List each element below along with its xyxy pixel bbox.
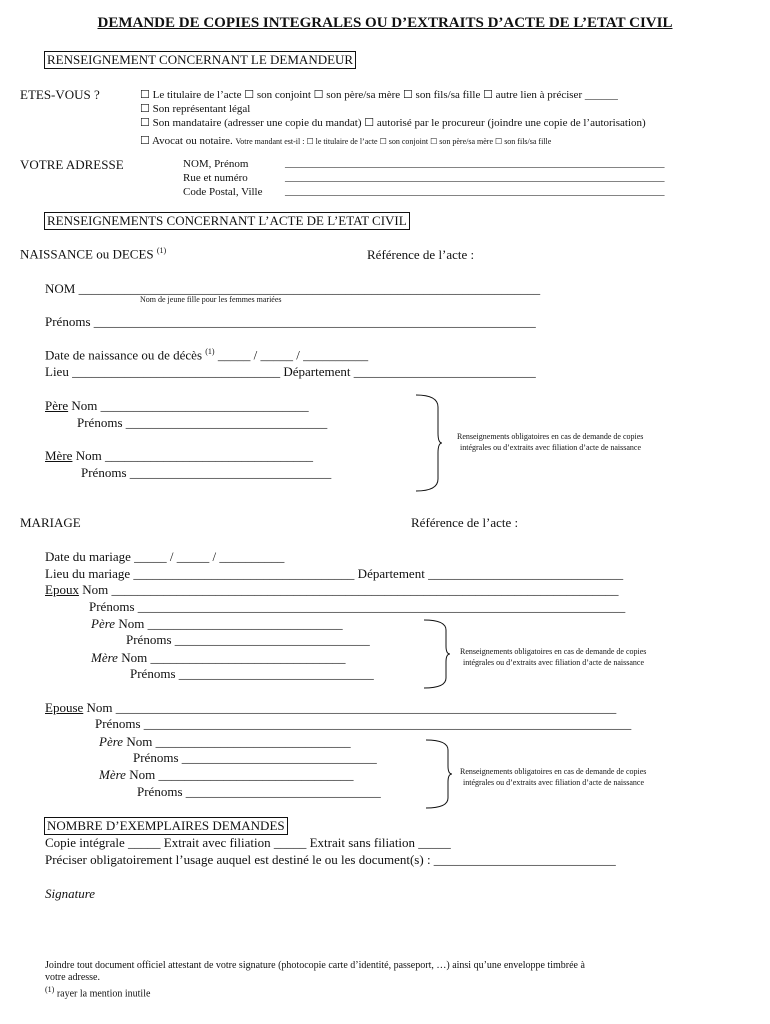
epoux-note-line2: intégrales ou d’extraits avec filiation d’acte de naissance	[463, 658, 645, 667]
brace-icon	[424, 738, 454, 810]
brace-icon	[414, 393, 444, 493]
section-exemplaires-heading: NOMBRE D’EXEMPLAIRES DEMANDES	[44, 817, 288, 835]
naissance-deces-label: NAISSANCE ou DECES $^{(1)}$	[20, 246, 167, 262]
brace-icon	[422, 618, 452, 690]
naissance-prenoms-field[interactable]: Prénoms ____________________________________________________________________	[45, 314, 536, 329]
date-naissance-deces-field[interactable]: Date de naissance ou de décès $^{(1)}$ _____ / _____ / __________	[45, 347, 369, 363]
naissance-note-line2: intégrales ou d’extraits avec filiation d’acte de naissance	[460, 443, 642, 452]
mariage-label: MARIAGE	[20, 515, 81, 530]
etes-vous-options-line2[interactable]: ☐ Son représentant légal	[140, 103, 251, 115]
mandant-options[interactable]: Votre mandant est-il : ☐ le titulaire de l’acte ☐ son conjoint ☐ son père/sa mère ☐ son fils/sa fille	[235, 137, 552, 146]
usage-document-field[interactable]: Préciser obligatoirement l’usage auquel est destiné le ou les document(s) : ____________________________	[45, 852, 616, 867]
epoux-nom-field[interactable]: Epoux Nom ______________________________________________________________________________	[45, 582, 619, 597]
epoux-pere-prenoms-field[interactable]: Prénoms ______________________________	[126, 632, 370, 647]
section-demandeur-heading: RENSEIGNEMENT CONCERNANT LE DEMANDEUR	[44, 51, 356, 69]
form-title: DEMANDE DE COPIES INTEGRALES OU D’EXTRAITS D’ACTE DE L’ETAT CIVIL	[97, 15, 673, 31]
etes-vous-options-line4[interactable]	[140, 131, 551, 149]
epoux-mere-prenoms-field[interactable]: Prénoms ______________________________	[130, 666, 374, 681]
etes-vous-options-line3[interactable]: ☐ Son mandataire (adresser une copie du mandat) ☐ autorisé par le procureur (joindre une copie de l’autorisation)	[140, 117, 646, 129]
mere-nom-field[interactable]: Mère Nom ________________________________	[45, 448, 313, 463]
footnote-marker: (1)	[156, 246, 167, 255]
epouse-nom-field[interactable]: Epouse Nom _____________________________________________________________________________	[45, 700, 617, 715]
avocat-notaire-option[interactable]: ☐ Avocat ou notaire.	[140, 135, 236, 147]
footer-instruction-line2: votre adresse.	[45, 972, 100, 983]
date-mariage-field[interactable]: Date du mariage _____ / _____ / __________	[45, 549, 285, 564]
epoux-pere-nom-field[interactable]: Père Nom ______________________________	[91, 616, 343, 631]
pere-nom-field[interactable]: Père Nom ________________________________	[45, 398, 309, 413]
exemplaires-quantities-field[interactable]: Copie intégrale _____ Extrait avec filiation _____ Extrait sans filiation _____	[45, 835, 451, 850]
naissance-reference-label: Référence de l’acte :	[367, 247, 475, 262]
signature-label: Signature	[45, 886, 96, 901]
epouse-prenoms-field[interactable]: Prénoms ___________________________________________________________________________	[95, 716, 632, 731]
nom-jeune-fille-note: Nom de jeune fille pour les femmes mariées	[140, 295, 282, 304]
mariage-reference-label: Référence de l’acte :	[411, 515, 519, 530]
mere-prenoms-field[interactable]: Prénoms _______________________________	[81, 465, 332, 480]
naissance-note-line1: Renseignements obligatoires en cas de demande de copies	[457, 432, 644, 441]
epouse-note-line2: intégrales ou d’extraits avec filiation d’acte de naissance	[463, 778, 645, 787]
etes-vous-options-line1[interactable]: ☐ Le titulaire de l’acte ☐ son conjoint ☐ son père/sa mère ☐ son fils/sa fille ☐ autre lien à préciser ______	[140, 89, 618, 101]
pere-prenoms-field[interactable]: Prénoms _______________________________	[77, 415, 328, 430]
footer-footnote: $^{(1)}$ rayer la mention inutile	[45, 985, 151, 1000]
lieu-mariage-field[interactable]: Lieu du mariage __________________________________ Département ______________________________	[45, 566, 624, 581]
adresse-nom-field[interactable]: _____________________________________________________________________	[285, 157, 665, 169]
naissance-nom-field[interactable]: NOM _______________________________________________________________________	[45, 281, 541, 296]
epouse-pere-nom-field[interactable]: Père Nom ______________________________	[99, 734, 351, 749]
epoux-mere-nom-field[interactable]: Mère Nom ______________________________	[91, 650, 346, 665]
adresse-label: VOTRE ADRESSE	[20, 157, 124, 172]
etes-vous-label: ETES-VOUS ?	[20, 87, 100, 102]
footer-instruction-line1: Joindre tout document officiel attestant de votre signature (photocopie carte d’identité, passeport, …) ainsi qu’une enveloppe timbrée à	[45, 960, 585, 971]
epouse-mere-prenoms-field[interactable]: Prénoms ______________________________	[137, 784, 381, 799]
epouse-note-line1: Renseignements obligatoires en cas de demande de copies	[460, 767, 647, 776]
section-acte-heading: RENSEIGNEMENTS CONCERNANT L’ACTE DE L’ETAT CIVIL	[44, 212, 410, 230]
adresse-cp-field[interactable]: _____________________________________________________________________	[285, 185, 665, 197]
naissance-lieu-field[interactable]: Lieu ________________________________ Département ____________________________	[45, 364, 536, 379]
epoux-prenoms-field[interactable]: Prénoms ___________________________________________________________________________	[89, 599, 626, 614]
epouse-pere-prenoms-field[interactable]: Prénoms ______________________________	[133, 750, 377, 765]
adresse-cp-label: Code Postal, Ville	[183, 186, 263, 198]
epoux-note-line1: Renseignements obligatoires en cas de demande de copies	[460, 647, 647, 656]
adresse-nom-label: NOM, Prénom	[183, 158, 249, 170]
epouse-mere-nom-field[interactable]: Mère Nom ______________________________	[99, 767, 354, 782]
adresse-rue-field[interactable]: _____________________________________________________________________	[285, 171, 665, 183]
adresse-rue-label: Rue et numéro	[183, 172, 248, 184]
